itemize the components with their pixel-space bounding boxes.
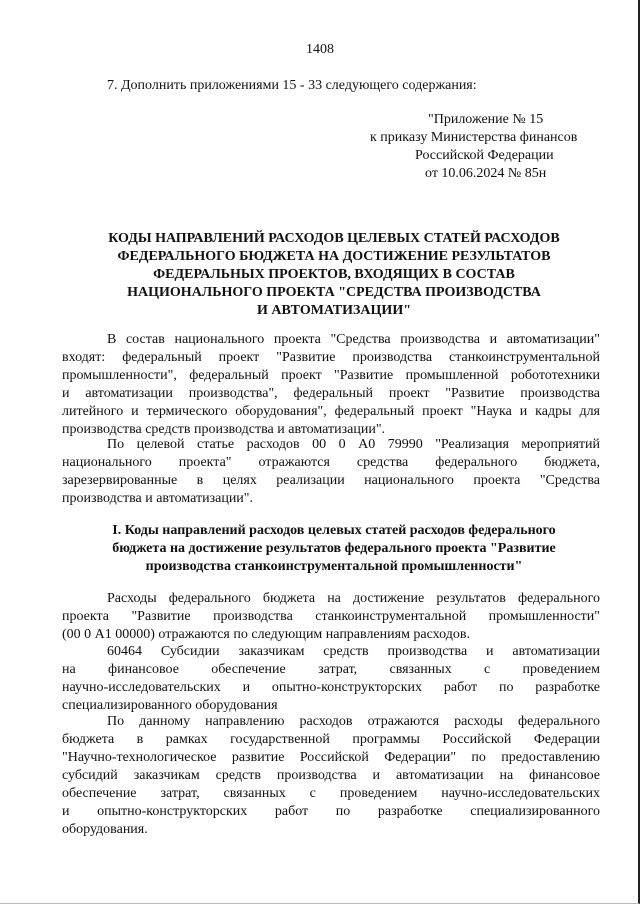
text-line: По данному направлению расходов отражаются расходы федерального — [107, 714, 600, 729]
text-line: По целевой статье расходов 00 0 А0 79990 "Реализация мероприятий — [107, 437, 600, 452]
annex-line-4: от 10.06.2024 № 85н — [425, 166, 547, 181]
title-line: КОДЫ НАПРАВЛЕНИЙ РАСХОДОВ ЦЕЛЕВЫХ СТАТЕЙ РАСХОДОВ — [108, 231, 560, 246]
text-line: производства средств производства и автоматизации". — [62, 422, 386, 437]
annex-reference — [345, 111, 600, 183]
text-line: субсидий заказчикам средств производства и автоматизации на финансовое — [62, 768, 600, 783]
section-heading-line: производства станкоинструментальной промышленности" — [145, 559, 523, 574]
title-line: ФЕДЕРАЛЬНЫХ ПРОЕКТОВ, ВХОДЯЩИХ В СОСТАВ — [153, 267, 515, 282]
title-line: ФЕДЕРАЛЬНОГО БЮДЖЕТА НА ДОСТИЖЕНИЕ РЕЗУЛЬТАТОВ — [117, 249, 551, 264]
intro-line: 7. Дополнить приложениями 15 - 33 следующего содержания: — [107, 78, 477, 93]
text-line: зарезервированные в целях реализации национального проекта "Средства — [62, 473, 600, 488]
text-line: научно-исследовательских и опытно-конструкторских работ по разработке — [62, 680, 600, 695]
text-line: обеспечение затрат, связанных с проведением научно-исследовательских — [62, 786, 600, 801]
text-line: оборудования. — [62, 822, 148, 837]
paragraph-code-60464 — [62, 643, 600, 715]
paragraph-target-article — [62, 436, 600, 508]
annex-line-3: Российской Федерации — [415, 148, 554, 163]
text-line: Расходы федерального бюджета на достижение результатов федерального — [107, 591, 600, 606]
text-line: специализированного оборудования — [62, 698, 278, 713]
section-heading — [68, 522, 600, 576]
text-line: и автоматизации производства", федеральный проект "Развитие производства — [62, 386, 600, 401]
text-line: В состав национального проекта "Средства производства и автоматизации" — [107, 332, 600, 347]
text-line: "Научно-технологическое развитие Российской Федерации" по предоставлению — [62, 750, 600, 765]
text-line: производства и автоматизации". — [62, 491, 254, 506]
text-line: на финансовое обеспечение затрат, связанных с проведением — [62, 662, 600, 677]
text-line: промышленности", федеральный проект "Развитие промышленной робототехники — [62, 368, 600, 383]
paragraph-direction-description — [62, 713, 600, 839]
page-number: 1408 — [306, 42, 334, 57]
title-line: НАЦИОНАЛЬНОГО ПРОЕКТА "СРЕДСТВА ПРОИЗВОДСТВА — [127, 285, 541, 300]
annex-line-2: к приказу Министерства финансов — [370, 130, 578, 145]
text-line: (00 0 А1 00000) отражаются по следующим направлениям расходов. — [62, 627, 470, 642]
text-line: 60464 Субсидии заказчикам средств производства и автоматизации — [107, 644, 600, 659]
section-heading-line: I. Коды направлений расходов целевых статей расходов федерального — [112, 523, 556, 538]
text-line: проекта "Развитие производства станкоинструментальной промышленности" — [62, 609, 600, 624]
annex-line-1: "Приложение № 15 — [428, 112, 544, 127]
paragraph-composition — [62, 331, 600, 439]
paragraph-expenses — [62, 590, 600, 644]
document-title — [68, 230, 600, 320]
section-heading-line: бюджета на достижение результатов федерального проекта "Развитие — [112, 541, 556, 556]
text-line: национального проекта" отражаются средства федерального бюджета, — [62, 455, 600, 470]
text-line: литейного и термического оборудования", федеральный проект "Наука и кадры для — [62, 404, 600, 419]
text-line: входят: федеральный проект "Развитие производства станкоинструментальной — [62, 350, 600, 365]
text-line: бюджета в рамках государственной программы Российской Федерации — [62, 732, 600, 747]
text-line: и опытно-конструкторских работ по разработке специализированного — [62, 804, 600, 819]
title-line: И АВТОМАТИЗАЦИИ" — [257, 303, 411, 318]
